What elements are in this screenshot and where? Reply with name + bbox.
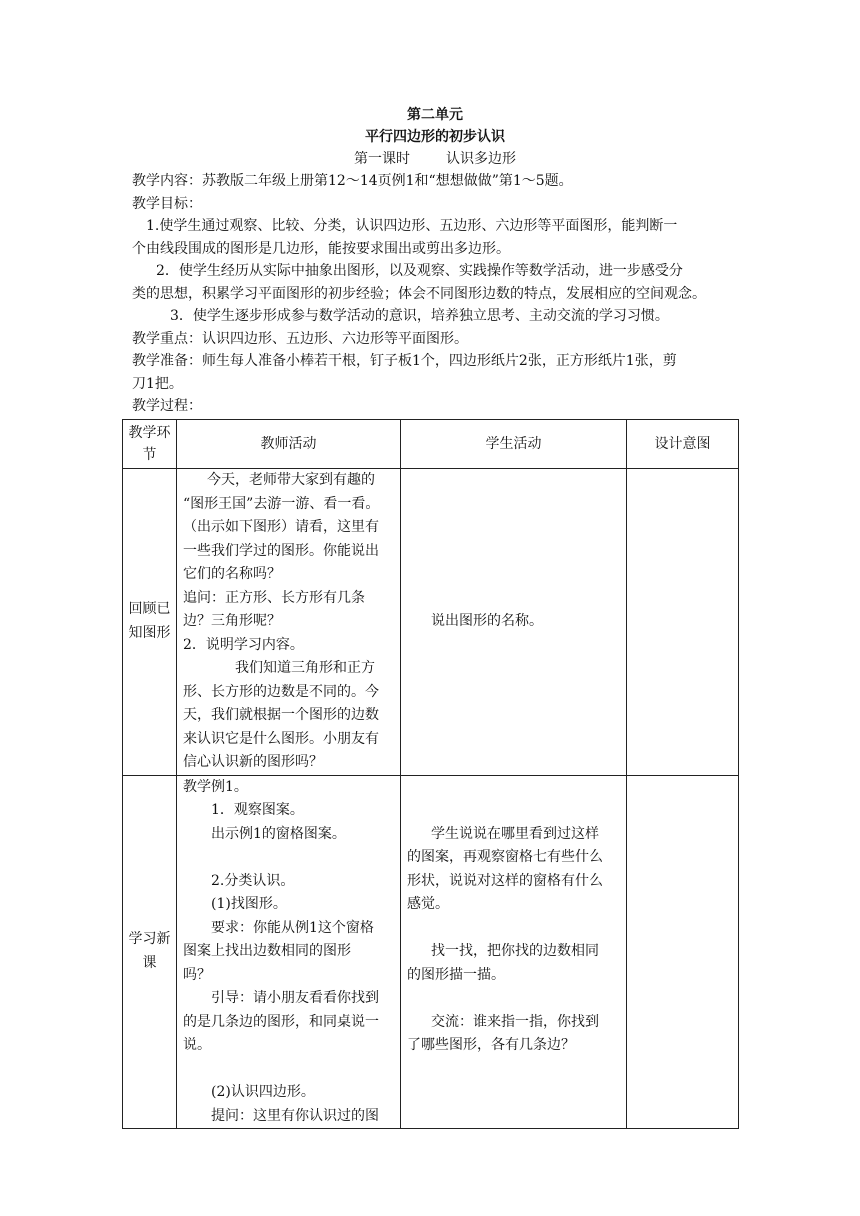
text-line: 2.分类认识。 [211, 872, 295, 889]
chapter-heading: 平行四边形的初步认识 [365, 129, 505, 145]
text-line: （出示如下图形）请看，这里有 [183, 519, 379, 535]
text-line: 吗？ [183, 966, 211, 983]
teaching-content: 教学内容：苏教版二年级上册第12～14页例1和“想想做做”第1～5题。 [132, 173, 573, 189]
process-label: 教学过程： [132, 398, 202, 414]
table-header-row [123, 420, 739, 469]
student-activity-new-lesson [401, 775, 627, 1129]
stage-review: 回顾已知图形 [123, 469, 177, 776]
text-line: 信心认识新的图形吗？ [183, 754, 323, 770]
unit-heading: 第二单元 [407, 107, 463, 123]
design-intent-review [627, 469, 739, 776]
goal-2-line-1: 2．使学生经历从实际中抽象出图形，以及观察、实践操作等数学活动，进一步感受分 [156, 263, 683, 279]
lesson-table [122, 419, 739, 1129]
goal-1-line-1: 1.使学生通过观察、比较、分类，认识四边形、五边形、六边形等平面图形，能判断一 [146, 218, 678, 234]
text-line [407, 776, 620, 800]
text-line: 形状，说说对这样的窗格有什么 [407, 872, 603, 889]
text-line [407, 917, 620, 941]
goals-label: 教学目标： [132, 195, 202, 212]
goal-2-line-2: 类的思想，积累学习平面图形的初步经验；体会不同图形边数的特点，发展相应的空间观念。 [132, 285, 706, 302]
text-line [183, 846, 394, 870]
lesson-title: 认识多边形 [446, 151, 516, 167]
text-line: 出示例1的窗格图案。 [211, 825, 346, 842]
text-line: 了哪些图形，各有几条边？ [407, 1037, 575, 1053]
text-line: 2．说明学习内容。 [183, 636, 304, 653]
text-line: 的图形描一描。 [407, 966, 505, 983]
text-line: 感觉。 [407, 896, 449, 912]
teacher-activity-new-lesson [177, 775, 401, 1129]
text-line: 一些我们学过的图形。你能说出 [183, 542, 379, 559]
document-body [132, 104, 738, 418]
text-line: 来认识它是什么图形。小朋友有 [183, 730, 379, 747]
lesson-heading [132, 148, 738, 170]
design-intent-new-lesson [627, 775, 739, 1129]
text-line: 的是几条边的图形，和同桌说一 [183, 1013, 379, 1030]
text-line: 交流：谁来指一指，你找到 [431, 1013, 599, 1030]
teacher-activity-review [177, 469, 401, 776]
table-row [123, 775, 739, 1129]
header-stage: 教学环节 [123, 420, 177, 469]
text-line: 今天，老师带大家到有趣的 [207, 472, 375, 488]
text-line: 教学例1。 [183, 778, 248, 795]
header-intent: 设计意图 [627, 420, 739, 469]
goal-1-line-2: 个由线段围成的图形是几边形，能按要求围出或剪出多边形。 [132, 240, 510, 257]
header-teacher: 教师活动 [177, 420, 401, 469]
text-line: (1)找图形。 [211, 896, 287, 912]
text-line: 1．观察图案。 [211, 802, 304, 818]
teaching-prep-line-2: 刀1把。 [132, 375, 183, 392]
text-line: “图形王国”去游一游、看一看。 [183, 495, 380, 512]
text-line: 找一找，把你找的边数相同 [431, 943, 599, 959]
text-line: 边？三角形呢？ [183, 613, 281, 629]
text-line: 提问：这里有你认识过的图 [211, 1107, 379, 1124]
text-line: 追问：正方形、长方形有几条 [183, 589, 365, 606]
text-line: 图案上找出边数相同的图形 [183, 943, 351, 959]
text-line: 的图案，再观察窗格七有些什么 [407, 849, 603, 865]
text-line: (2)认识四边形。 [211, 1084, 315, 1100]
student-activity-review [401, 469, 627, 776]
goal-3: 3．使学生逐步形成参与数学活动的意识，培养独立思考、主动交流的学习习惯。 [170, 308, 669, 324]
text-line: 形、长方形的边数是不同的。今 [183, 683, 379, 700]
text-line [183, 1058, 394, 1082]
text-line: 要求：你能从例1这个窗格 [211, 919, 374, 936]
text-line: 说。 [183, 1037, 211, 1053]
text-line: 我们知道三角形和正方 [235, 660, 375, 676]
teaching-key-point: 教学重点：认识四边形、五边形、六边形等平面图形。 [132, 330, 468, 347]
text-line [407, 799, 620, 823]
header-student: 学生活动 [401, 420, 627, 469]
stage-new-lesson: 学习新课 [123, 775, 177, 1129]
lesson-number: 第一课时 [354, 151, 410, 167]
text-line [407, 987, 620, 1011]
table-row [123, 469, 739, 776]
teaching-prep-line-1: 教学准备：师生每人准备小棒若干根，钉子板1个，四边形纸片2张，正方形纸片1张，剪 [132, 353, 677, 369]
text-line: 学生说说在哪里看到过这样 [431, 825, 599, 842]
text-line: 引导：请小朋友看看你找到 [211, 990, 379, 1006]
text-line: 它们的名称吗？ [183, 566, 281, 582]
text-line: 说出图形的名称。 [431, 613, 543, 629]
text-line: 天，我们就根据一个图形的边数 [183, 707, 379, 723]
